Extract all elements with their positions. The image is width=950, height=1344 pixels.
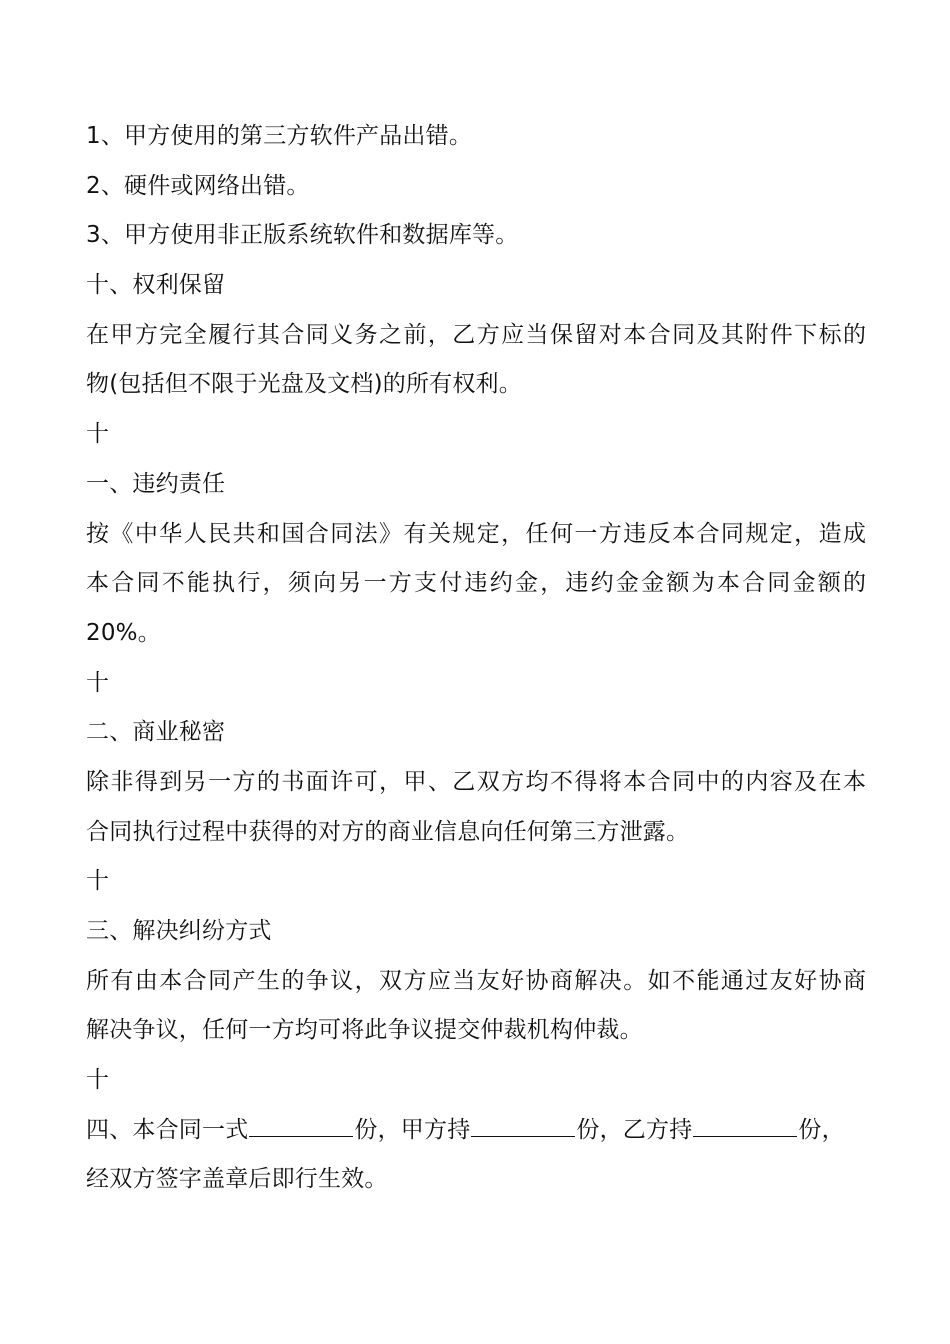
paragraph-liability-line-1: 按《中华人民共和国合同法》有关规定，任何一方违反本合同规定，造成 <box>86 520 866 547</box>
copies-clause <box>86 1106 866 1156</box>
paragraph-disputes-line-2: 解决争议，任何一方均可将此争议提交仲裁机构仲裁。 <box>86 1017 643 1044</box>
paragraph-rights-line-2: 物(包括但不限于光盘及文档)的所有权利。 <box>86 371 522 398</box>
clause-item-1: 1、甲方使用的第三方软件产品出错。 <box>86 123 473 149</box>
blank-party-b-copies <box>693 1116 797 1137</box>
clause-item-3: 3、甲方使用非正版系统软件和数据库等。 <box>86 222 519 249</box>
paragraph-liability-line-3: 20%。 <box>86 619 161 646</box>
section-number-fragment: 十 <box>86 1067 110 1094</box>
paragraph-disputes-line-1: 所有由本合同产生的争议，双方应当友好协商解决。如不能通过友好协商 <box>86 967 866 994</box>
copies-clause-text: 份， <box>798 1116 845 1143</box>
effective-clause: 经双方签字盖章后即行生效。 <box>86 1166 388 1193</box>
paragraph-secrets-line-1: 除非得到另一方的书面许可，甲、乙双方均不得将本合同中的内容及在本 <box>86 768 866 795</box>
paragraph-liability-line-2: 本合同不能执行，须向另一方支付违约金，违约金金额为本合同金额的 <box>86 570 866 597</box>
clause-item-2: 2、硬件或网络出错。 <box>86 172 310 199</box>
section-heading-secrets: 二、商业秘密 <box>86 719 226 746</box>
section-heading-rights: 十、权利保留 <box>86 272 226 299</box>
section-number-fragment: 十 <box>86 868 110 895</box>
paragraph-secrets-line-2: 合同执行过程中获得的对方的商业信息向任何第三方泄露。 <box>86 818 690 845</box>
copies-clause-text: 份，甲方持 <box>354 1116 471 1143</box>
section-heading-disputes: 三、解决纠纷方式 <box>86 918 272 944</box>
section-number-fragment: 十 <box>86 669 110 696</box>
copies-clause-text: 四、本合同一式 <box>86 1116 249 1143</box>
blank-party-a-copies <box>471 1116 575 1137</box>
document-body <box>86 112 866 1205</box>
section-number-fragment: 十 <box>86 421 110 448</box>
blank-total-copies <box>249 1116 353 1137</box>
copies-clause-text: 份，乙方持 <box>576 1116 693 1143</box>
section-heading-liability: 一、违约责任 <box>86 470 226 497</box>
paragraph-rights-line-1: 在甲方完全履行其合同义务之前，乙方应当保留对本合同及其附件下标的 <box>86 321 866 348</box>
